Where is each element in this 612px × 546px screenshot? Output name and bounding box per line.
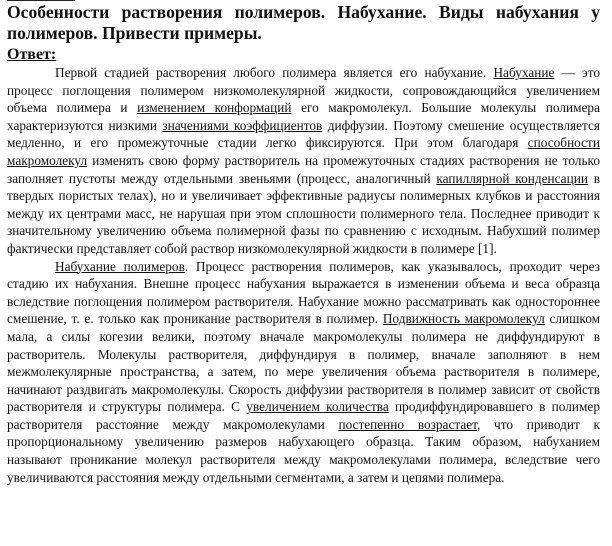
paragraph-text: в твердых пористых телах), но и увеличивает эффективные радиусы полимерных клубков и расстояния между их центрами масс, не нарушая при этом сплошности полимерного тела. Последнее приводит к значительному увеличению объема полимерной фазы по сравнению с исходным. Набухший полимер фактически представляет собой раствор низкомолекулярной жидкости в полимере [1]. — [7, 170, 600, 256]
paragraph-text: Первой стадией растворения любого полимера является его набухание. — [55, 65, 494, 80]
paragraph-2 — [7, 258, 600, 487]
paragraph-text: изменять свою форму растворитель на промежуточных стадиях растворения не только заполняет пустоты между отдельными звеньями (процесс, аналогичный — [7, 152, 600, 186]
underlined-term: значениями коэффициентов — [162, 117, 323, 133]
paragraph-text: слишком мала, а силы когезии велики, поэтому вначале макромолекулы полимера не диффундируют в растворитель. Молекулы растворителя, диффундируя в полимер, вначале заполняют в нем межмолекулярные пространства, а затем, по мере увеличения объема растворителя в полимере, начинают раздвигать макромолекулы. Скорость диффузии растворителя в полимер зависит от свойств растворителя и структуры полимера. С — [7, 311, 601, 415]
paragraph-text: диффузии. Поэтому смешение осуществляется медленно, и его промежуточные стадии легко фиксируются. При этом благодаря — [7, 117, 601, 151]
paragraph-1 — [7, 64, 600, 258]
answer-label: Ответ: — [7, 46, 57, 63]
underlined-term: способности макромолекул — [7, 135, 600, 168]
paragraph-text: продиффундировавшего в полимер растворителя расстояние между макромолекулами — [7, 399, 600, 432]
question-heading: Особенности растворения полимеров. Набухание. Виды набухания у полимеров. Привести примеры. — [7, 2, 600, 43]
underlined-term: увеличением количества — [246, 399, 389, 415]
underlined-term: капиллярной конденсации — [436, 170, 588, 186]
underlined-term: Набухание полимеров — [55, 258, 185, 274]
underlined-term: Набухание — [493, 65, 555, 80]
underlined-term: изменением конформаций — [137, 100, 292, 116]
paragraph-text: — это процесс поглощения полимером низкомолекулярной жидкости, сопровождающийся увеличением объема полимера и — [7, 65, 600, 116]
paragraph-text: его макромолекул. Большие молекулы полимера характеризуются низкими — [7, 100, 600, 133]
top-rule — [7, 0, 75, 1]
underlined-term: Подвижность макромолекул — [382, 311, 545, 327]
paragraph-text: . Процесс растворения полимеров, как указывалось, проходит через стадию их набухания. Внешне процесс набухания выражается в изменении объема и веса образца вследствие поглощения полимером растворителя. Набухание можно рассматривать как одностороннее смешение, т. е. только как проникание растворителя в полимер. — [7, 258, 600, 327]
paragraph-text: , что приводит к пропорциональному увеличению размеров набухающего образца. Таким образом, набуханием называют проникание молекул растворителя между макромолекулами полимера, вследствие чего увеличиваются расстояния между отдельными сегментами, а затем и цепями полимера. — [7, 416, 600, 485]
underlined-term: постепенно возрастает — [338, 416, 477, 432]
